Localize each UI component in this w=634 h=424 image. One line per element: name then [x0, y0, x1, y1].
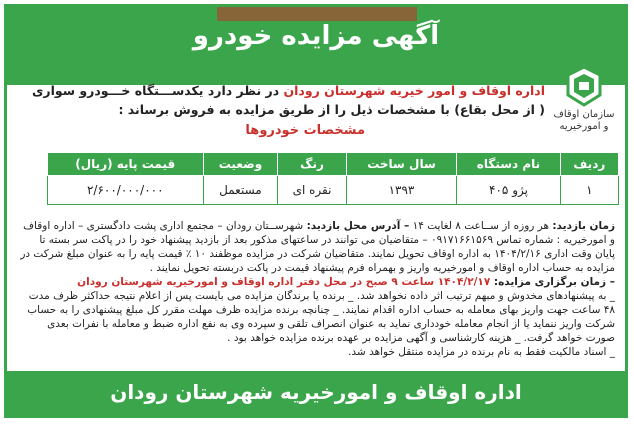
intro-text — [25, 81, 545, 119]
cell-device-name: پژو ۴۰۵ — [457, 176, 560, 205]
holding-paragraph — [19, 275, 615, 289]
visit-text: هر روزه از ســاعت ۸ لغایت ۱۴ — [409, 220, 553, 232]
col-row-number: ردیف — [560, 153, 618, 176]
intro-org: اداره اوقاف و امور خیریه شهرستان رودان — [283, 83, 545, 98]
cell-row-number: ۱ — [560, 176, 618, 205]
table-header-row — [48, 153, 619, 176]
footer-text: اداره اوقاف و امورخیریه شهرستان رودان — [110, 380, 522, 404]
col-base-price: قیمت پایه (ریال) — [48, 153, 204, 176]
notice-title: آگهی مزایده خودرو — [192, 21, 440, 51]
table-row — [48, 176, 619, 205]
logo-line-2: و امورخیریه — [559, 121, 609, 132]
col-condition: وضعیت — [203, 153, 278, 176]
address-text: شهرســتان رودان – مجتمع اداری پشت دادگستری – اداره اوقاف و امورخیریه : شماره تماس ۰۹۱۷۱۶۶۱۵۶۹ – متقاضیان می توانند در ساعتهای مذکور بعد از بازدید پیشنهاد خود را در پاکت سر بسته تا پایان وقت اداری ۱۴۰۴/۲/۱۶ به اداره اوقاف تحویل نمایند. متقاضیان شرکت در مزایده موظفند ۱۰ ٪ قیمت پایه را به عنوان مبلغ شرکت در مزایده به حساب اداره اوقاف و امورخیریه واریز و بهمراه فرم پیشنهاد قیمت در پاکت دربسته تحویل نمایند . — [20, 220, 615, 274]
cell-condition: مستعمل — [203, 176, 278, 205]
title-bar — [7, 7, 625, 85]
vehicles-table — [47, 152, 619, 205]
details-text — [19, 219, 615, 359]
notes-paragraph-2: _ اسناد مالکیت فقط به نام برنده در مزایده منتقل خواهد شد. — [348, 346, 615, 358]
intro-body: در نظر دارد یکدســـتگاه خـــودرو سواری ( از محل بقاع) با مشخصات ذیل را از طریق مزایده به فروش برساند : — [31, 83, 545, 117]
visit-label: زمان بازدید: — [552, 220, 615, 232]
footer-bar — [7, 371, 625, 415]
logo-line-1: سازمان اوقاف — [553, 109, 615, 120]
cell-year: ۱۳۹۳ — [346, 176, 457, 205]
watermark — [217, 7, 417, 21]
logo-emblem-icon — [564, 65, 604, 109]
notes-paragraph-1: _ به پیشنهادهای مخدوش و مبهم ترتیب اثر داده نخواهد شد. _ برنده یا برندگان مزایده می بایست پس از اعلام نتیجه حداکثر ظرف مدت ۴۸ ساعت جهت واریز بهای معامله به حساب اداره اقدام نمایند. _ چنانچه برنده مزایده ظرف مهلت مقرر کل مبلغ پیشنهادی را به حساب شرکت واریز ننماید یا از انجام معامله خودداری نماید به عنوان انصراف تلقی و سپرده وی به نفع اداره ضبط و معامله با نفرات بعدی صورت خواهد گرفت. _ هزینه کارشناسی و آگهی مزایده بر عهده برنده مزایده خواهد بود . — [27, 290, 615, 344]
cell-base-price: ۲/۶۰۰/۰۰۰/۰۰۰ — [48, 176, 204, 205]
section-title: مشخصات خودروها — [245, 123, 365, 138]
org-logo — [553, 65, 615, 149]
holding-label: – زمان برگزاری مزایده: — [493, 276, 615, 288]
cell-color: نقره ای — [278, 176, 346, 205]
address-label: – آدرس محل بازدید: — [306, 220, 410, 232]
notice-frame — [4, 4, 628, 418]
col-device-name: نام دستگاه — [457, 153, 560, 176]
col-year: سال ساخت — [346, 153, 457, 176]
holding-text: ۱۴۰۴/۲/۱۷ ساعت ۹ صبح در محل دفتر اداره اوقاف و امورخیریه شهرستان رودان — [77, 276, 494, 288]
visit-paragraph — [19, 219, 615, 275]
col-color: رنگ — [278, 153, 346, 176]
